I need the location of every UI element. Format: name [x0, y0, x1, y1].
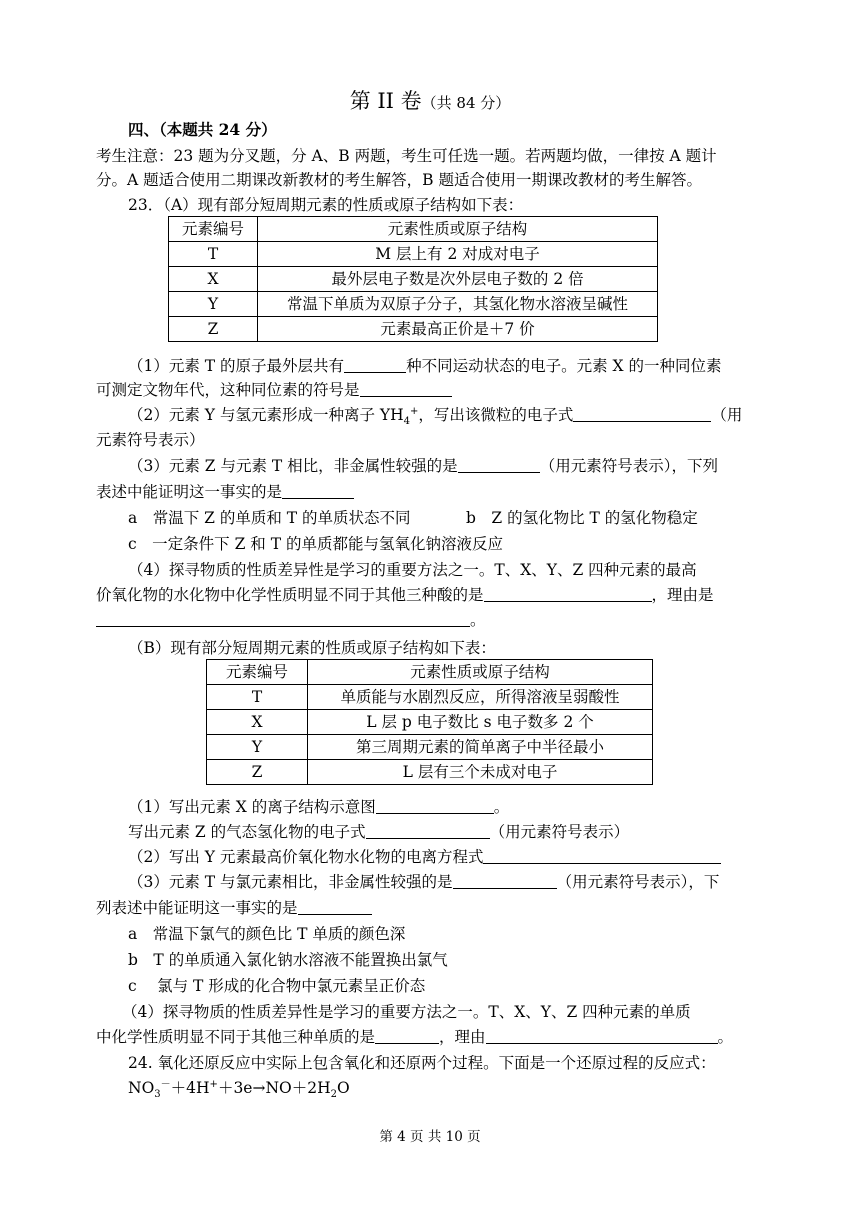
- table-header-cell: 元素编号: [207, 660, 308, 685]
- table-header-row: [207, 660, 653, 685]
- answer-blank[interactable]: [360, 381, 452, 397]
- table-header-cell: 元素编号: [169, 217, 258, 242]
- q23a-q2-line1: [128, 405, 743, 428]
- answer-blank[interactable]: [375, 1028, 439, 1044]
- q23b-q1-line1: [128, 797, 509, 817]
- superscript: +: [209, 1078, 218, 1090]
- q23a-q4-line1: （4）探寻物质的性质差异性是学习的重要方法之一。T、X、Y、Z 四种元素的最高: [128, 561, 697, 579]
- text: O: [336, 1079, 350, 1097]
- subscript: 3: [154, 1089, 161, 1101]
- q23b-element-table: [206, 659, 653, 785]
- table-cell: Z: [207, 760, 308, 785]
- q23b-option-b: b T 的单质通入氯化钠水溶液不能置换出氯气: [128, 951, 448, 969]
- text: 写出元素 Z 的气态氢化物的电子式: [128, 823, 366, 841]
- paper-section-title: [0, 88, 860, 116]
- answer-blank[interactable]: [458, 457, 540, 473]
- text: 价氧化物的水化物中化学性质明显不同于其他三种酸的是: [96, 586, 484, 604]
- title-sub: （共 84 分）: [421, 94, 511, 112]
- text: 。: [493, 798, 510, 816]
- table-row: [169, 317, 658, 342]
- table-cell: 第三周期元素的简单离子中半径最小: [308, 735, 653, 760]
- answer-blank[interactable]: [366, 823, 490, 839]
- text: ，理由: [439, 1028, 486, 1046]
- text: 。: [470, 611, 486, 629]
- q23b-option-a: a 常温下氯气的颜色比 T 单质的颜色深: [128, 925, 406, 943]
- q24-equation: [128, 1078, 350, 1101]
- table-row: [169, 267, 658, 292]
- answer-blank[interactable]: [573, 406, 711, 422]
- table-row: [207, 735, 653, 760]
- q23b-q3-line1: [128, 872, 719, 892]
- answer-blank[interactable]: [376, 798, 494, 814]
- text: 列表述中能证明这一事实的是: [96, 899, 298, 917]
- text: （用元素符号表示），下: [556, 873, 720, 891]
- table-cell: 元素最高正价是＋7 价: [258, 317, 658, 342]
- subscript: 2: [330, 1089, 337, 1101]
- table-cell: M 层上有 2 对成对电子: [258, 242, 658, 267]
- subscript: 4: [403, 416, 411, 428]
- text: ＋4H: [170, 1079, 210, 1097]
- table-cell: 单质能与水剧烈反应，所得溶液呈弱酸性: [308, 685, 653, 710]
- table-row: [169, 292, 658, 317]
- text: （1）写出元素 X 的离子结构示意图: [128, 798, 376, 816]
- text: 表述中能证明这一事实的是: [96, 483, 283, 501]
- table-cell: Z: [169, 317, 258, 342]
- text: 可测定文物年代，这种同位素的符号是: [96, 381, 360, 399]
- table-cell: T: [207, 685, 308, 710]
- q23a-q4-line2: [96, 585, 714, 605]
- table-row: [169, 242, 658, 267]
- q23a-q1-line1: [128, 356, 721, 376]
- table-cell: X: [207, 710, 308, 735]
- q23b-q4-line2: [96, 1027, 733, 1047]
- table-cell: 常温下单质为双原子分子，其氢化物水溶液呈碱性: [258, 292, 658, 317]
- answer-blank[interactable]: [96, 611, 470, 627]
- table-cell: 最外层电子数是次外层电子数的 2 倍: [258, 267, 658, 292]
- page-footer: 第 4 页 共 10 页: [379, 1129, 481, 1145]
- table-header-cell: 元素性质或原子结构: [258, 217, 658, 242]
- text: 。: [717, 1028, 734, 1046]
- q23a-option-b: b Z 的氢化物比 T 的氢化物稳定: [466, 509, 698, 527]
- text: ，写出该微粒的电子式: [418, 406, 574, 424]
- text: ，理由是: [651, 586, 714, 604]
- q23a-q3-line1: [128, 456, 718, 476]
- q23b-intro: （B）现有部分短周期元素的性质或原子结构如下表：: [128, 639, 496, 657]
- q23b-q2-line: [128, 847, 721, 867]
- table-cell: L 层有三个未成对电子: [308, 760, 653, 785]
- title-main: 第 II 卷: [349, 89, 422, 113]
- table-cell: X: [169, 267, 258, 292]
- table-cell: Y: [207, 735, 308, 760]
- table-cell: L 层 p 电子数比 s 电子数多 2 个: [308, 710, 653, 735]
- q23a-q2-line2: 元素符号表示）: [96, 431, 205, 449]
- q23a-q1-line2: [96, 380, 452, 400]
- q23a-q4-line3: [96, 610, 486, 630]
- q23a-intro: 23．（A）现有部分短周期元素的性质或原子结构如下表：: [128, 196, 524, 214]
- answer-blank[interactable]: [484, 586, 652, 602]
- text: （用: [711, 406, 743, 424]
- notice-line-1: 考生注意：23 题为分叉题，分 A、B 两题，考生可任选一题。若两题均做，一律按 A 题计: [96, 147, 717, 165]
- q23a-element-table: [168, 216, 658, 342]
- table-row: [207, 710, 653, 735]
- table-header-row: [169, 217, 658, 242]
- table-cell: Y: [169, 292, 258, 317]
- q23a-option-c: c 一定条件下 Z 和 T 的单质都能与氢氧化钠溶液反应: [128, 535, 503, 553]
- table-header-cell: 元素性质或原子结构: [308, 660, 653, 685]
- notice-line-2: 分。A 题适合使用二期课改新教材的考生解答，B 题适合使用一期课改教材的考生解答。: [96, 171, 702, 189]
- text: 种不同运动状态的电子。元素 X 的一种同位素: [406, 357, 722, 375]
- text: （1）元素 T 的原子最外层共有: [128, 357, 345, 375]
- text: 中化学性质明显不同于其他三种单质的是: [96, 1028, 376, 1046]
- q23b-option-c: c 氯与 T 形成的化合物中氯元素呈正价态: [128, 977, 426, 995]
- text: （2）元素 Y 与氢元素形成一种离子 YH: [128, 406, 404, 424]
- answer-blank[interactable]: [298, 899, 372, 915]
- text: （用元素符号表示）: [489, 823, 630, 841]
- answer-blank[interactable]: [483, 848, 721, 864]
- text: （3）元素 T 与氯元素相比，非金属性较强的是: [128, 873, 453, 891]
- q23b-q3-line2: [96, 898, 372, 918]
- text: （3）元素 Z 与元素 T 相比，非金属性较强的是: [128, 457, 458, 475]
- text: （2）写出 Y 元素最高价氧化物水化物的电离方程式: [128, 848, 484, 866]
- answer-blank[interactable]: [344, 357, 406, 373]
- answer-blank[interactable]: [453, 873, 557, 889]
- answer-blank[interactable]: [486, 1028, 718, 1044]
- q23b-q1-line2: [128, 822, 629, 842]
- text: （用元素符号表示），下列: [539, 457, 718, 475]
- answer-blank[interactable]: [282, 483, 354, 499]
- table-row: [207, 760, 653, 785]
- section-heading: 四、（本题共 24 分）: [128, 120, 277, 139]
- q23a-option-a: a 常温下 Z 的单质和 T 的单质状态不同: [128, 509, 411, 527]
- text: ＋3e→NO＋2H: [217, 1079, 331, 1097]
- q23b-q4-line1: （4）探寻物质的性质差异性是学习的重要方法之一。T、X、Y、Z 四种元素的单质: [122, 1003, 691, 1021]
- text: NO: [128, 1079, 155, 1097]
- superscript: +: [410, 405, 419, 417]
- q23a-q3-line2: [96, 482, 354, 502]
- table-cell: T: [169, 242, 258, 267]
- table-row: [207, 685, 653, 710]
- superscript: －: [160, 1078, 171, 1090]
- q24-line1: 24. 氧化还原反应中实际上包含氧化和还原两个过程。下面是一个还原过程的反应式：: [128, 1054, 716, 1072]
